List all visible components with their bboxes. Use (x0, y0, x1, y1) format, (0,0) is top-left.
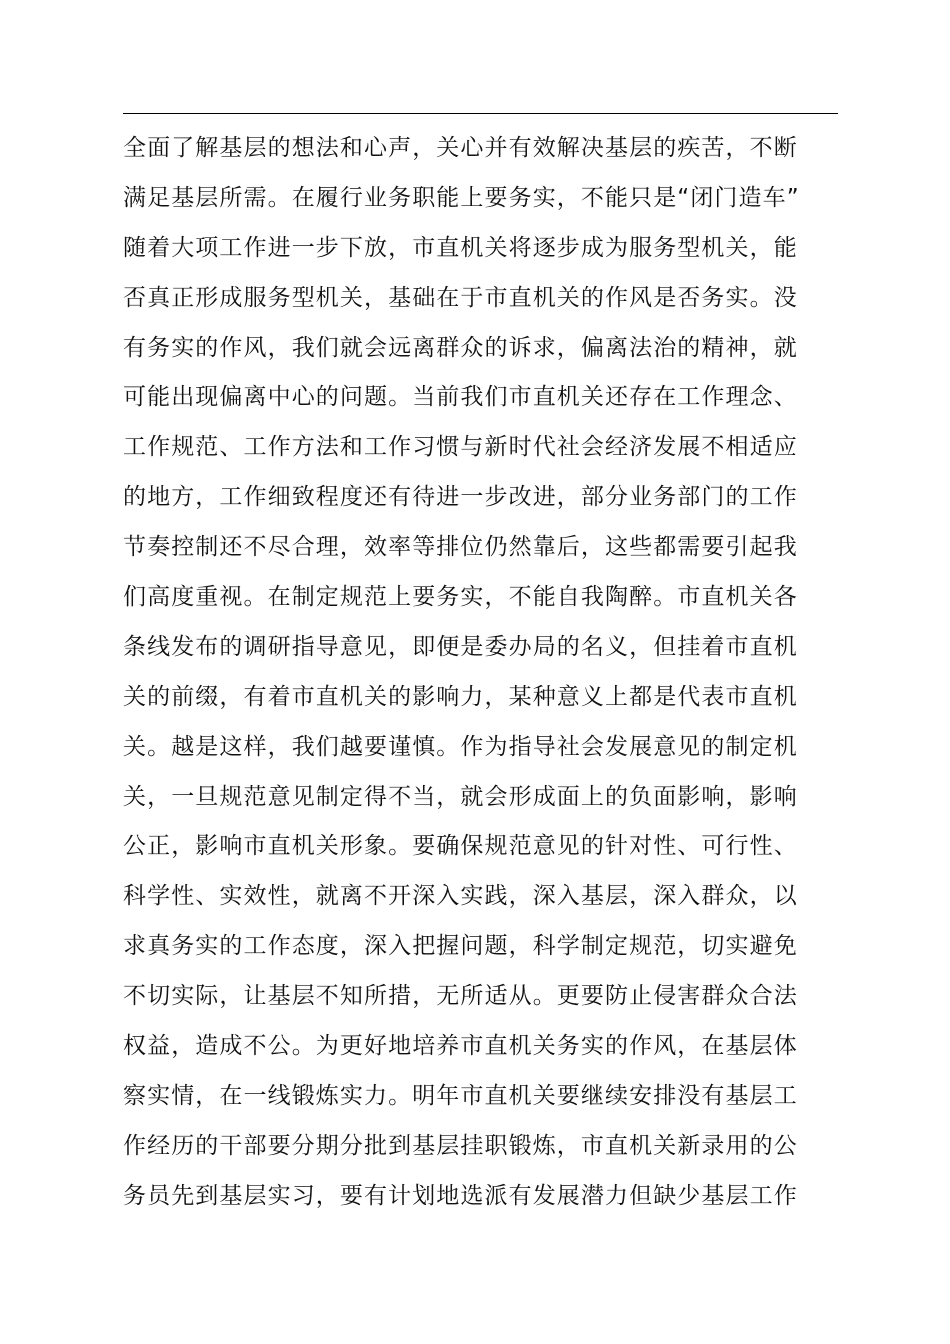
text-line: 关，一旦规范意见制定得不当，就会形成面上的负面影响，影响 (123, 783, 798, 810)
text-line: 权益，造成不公。为更好地培养市直机关务实的作风，在基层体 (123, 1033, 798, 1060)
text-line: 全面了解基层的想法和心声，关心并有效解决基层的疾苦，不断 (123, 135, 798, 161)
text-line: 不切实际，让基层不知所措，无所适从。更要防止侵害群众合法 (123, 983, 798, 1010)
text-line: 否真正形成服务型机关，基础在于市直机关的作风是否务实。没 (123, 284, 798, 311)
text-line: 可能出现偏离中心的问题。当前我们市直机关还存在工作理念、 (123, 384, 798, 411)
text-line: 求真务实的工作态度，深入把握问题，科学制定规范，切实避免 (123, 933, 798, 960)
text-line: 的地方，工作细致程度还有待进一步改进，部分业务部门的工作 (123, 484, 798, 511)
text-line: 条线发布的调研指导意见，即便是委办局的名义，但挂着市直机 (123, 633, 798, 660)
text-line: 科学性、实效性，就离不开深入实践，深入基层，深入群众，以 (123, 883, 798, 910)
text-line: 关。越是这样，我们越要谨慎。作为指导社会发展意见的制定机 (123, 733, 798, 760)
text-line: 作经历的干部要分期分批到基层挂职锻炼，市直机关新录用的公 (123, 1132, 798, 1159)
text-line: 公正，影响市直机关形象。要确保规范意见的针对性、可行性、 (123, 833, 798, 860)
text-line: 节奏控制还不尽合理，效率等排位仍然靠后，这些都需要引起我 (123, 534, 798, 561)
text-line: 关的前缀，有着市直机关的影响力，某种意义上都是代表市直机 (123, 683, 798, 710)
text-line: 们高度重视。在制定规范上要务实，不能自我陶醉。市直机关各 (123, 584, 798, 611)
text-line: 察实情，在一线锻炼实力。明年市直机关要继续安排没有基层工 (123, 1082, 798, 1109)
text-line: 有务实的作风，我们就会远离群众的诉求，偏离法治的精神，就 (123, 334, 798, 361)
text-line: 务员先到基层实习，要有计划地选派有发展潜力但缺少基层工作 (123, 1182, 798, 1209)
text-line: 随着大项工作进一步下放，市直机关将逐步成为服务型机关，能 (123, 234, 798, 261)
text-line: 满足基层所需。在履行业务职能上要务实，不能只是“闭门造车” (123, 184, 800, 211)
body-paragraph (123, 124, 843, 1222)
text-line: 工作规范、工作方法和工作习惯与新时代社会经济发展不相适应 (123, 434, 798, 461)
header-rule (123, 113, 838, 114)
